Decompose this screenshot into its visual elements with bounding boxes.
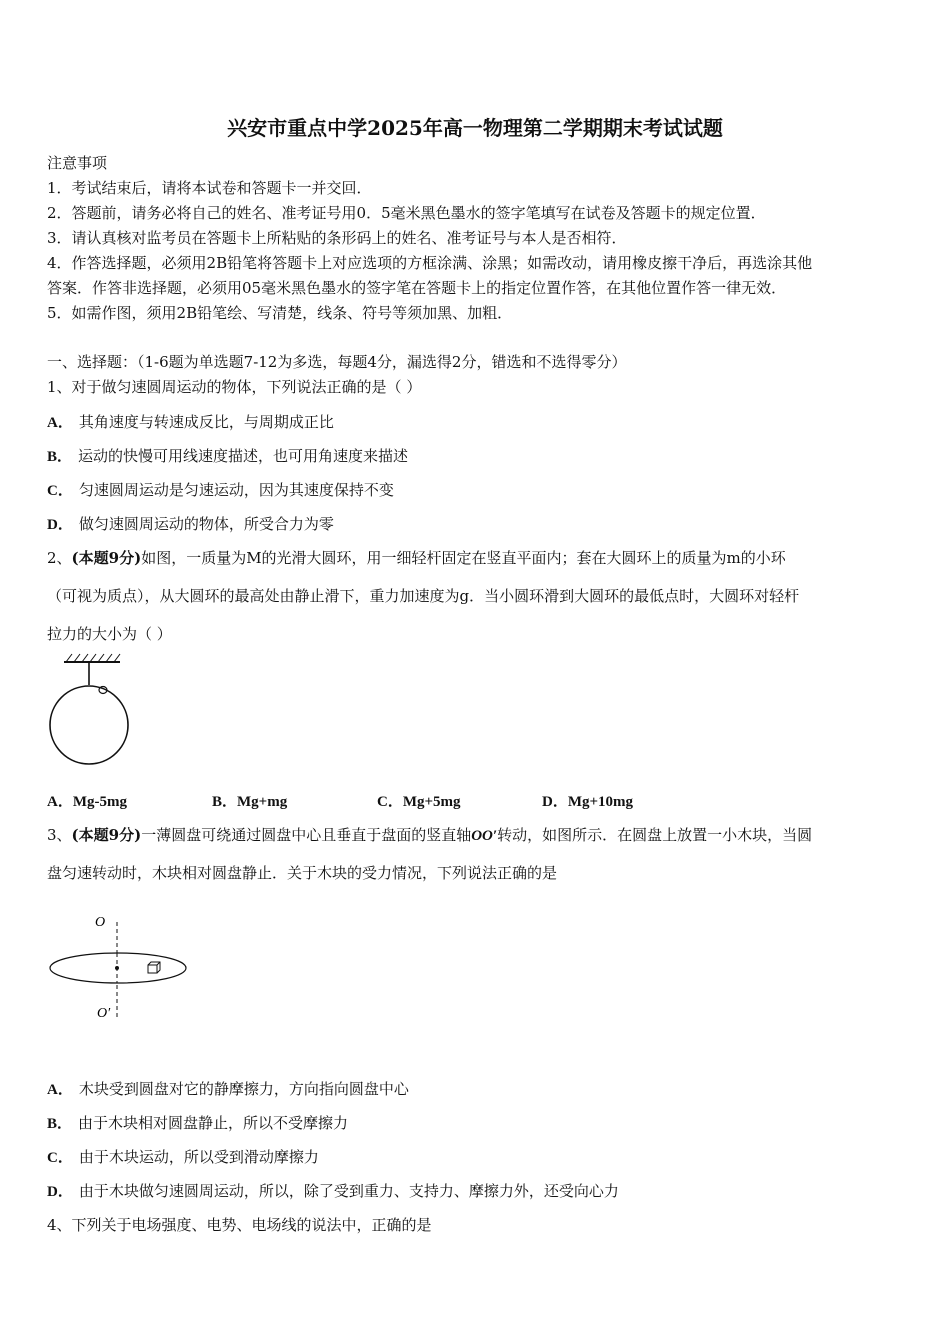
q3-number: 3、 — [47, 826, 72, 844]
q3-option-d-label: D． — [47, 1184, 73, 1200]
q1-option-c-text: 匀速圆周运动是匀速运动，因为其速度保持不变 — [78, 481, 394, 499]
q2-choices — [0, 790, 950, 810]
q2-line-2: （可视为质点），从大圆环的最高处由静止滑下，重力加速度为g．当小圆环滑到大圆环的最低点时，大圆环对轻杆 — [47, 587, 800, 605]
notice-heading: 注意事项 — [47, 154, 108, 172]
q1-stem: 1、对于做匀速圆周运动的物体，下列说法正确的是（ ） — [47, 378, 422, 396]
q1-option-b-text: 运动的快慢可用线速度描述，也可用角速度来描述 — [78, 447, 409, 465]
q4-stem: 4、下列关于电场强度、电势、电场线的说法中，正确的是 — [47, 1216, 432, 1234]
q1-option-a — [47, 411, 334, 432]
q1-option-c-label: C． — [47, 483, 73, 499]
axis-label-top: O — [95, 915, 106, 930]
q3-line-1a: 一薄圆盘可绕通过圆盘中心且垂直于盘面的竖直轴 — [141, 826, 472, 844]
big-ring — [50, 686, 128, 764]
q3-option-a-label: A． — [47, 1082, 73, 1098]
q1-option-b — [47, 445, 408, 466]
q1-option-a-label: A． — [47, 415, 73, 431]
q2-choice-a: A．Mg-5mg — [47, 794, 127, 810]
q2-line-1 — [47, 547, 786, 568]
q2-choice-b: B．Mg+mg — [212, 794, 288, 810]
q1-option-a-text: 其角速度与转速成反比，与周期成正比 — [78, 413, 334, 431]
notice-item-2: 2．答题前，请务必将自己的姓名、准考证号用0．5毫米黑色墨水的签字笔填写在试卷及答题卡的规定位置． — [47, 204, 766, 222]
disc-center — [115, 966, 119, 970]
q1-option-d-text: 做匀速圆周运动的物体，所受合力为零 — [78, 515, 334, 533]
q3-option-a-text: 木块受到圆盘对它的静摩擦力，方向指向圆盘中心 — [78, 1080, 409, 1098]
q2-choice-c: C．Mg+5mg — [377, 794, 461, 810]
q3-line-1b: 转动，如图所示．在圆盘上放置一小木块，当圆 — [497, 826, 813, 844]
notice-item-4-cont: 答案．作答非选择题，必须用05毫米黑色墨水的签字笔在答题卡上的指定位置作答，在其他位置作答一律无效． — [47, 279, 787, 297]
q3-line-1 — [47, 824, 812, 845]
q3-option-b — [47, 1112, 348, 1133]
notice-item-4: 4．作答选择题，必须用2B铅笔将答题卡上对应选项的方框涂满、涂黑；如需改动，请用橡皮擦干净后，再选涂其他 — [47, 254, 813, 272]
notice-item-1: 1．考试结束后，请将本试卷和答题卡一并交回． — [47, 179, 372, 197]
q1-option-d-label: D． — [47, 517, 73, 533]
notice-item-5: 5．如需作图，须用2B铅笔绘、写清楚，线条、符号等须加黑、加粗． — [47, 304, 513, 322]
ceiling-hatch — [64, 654, 120, 662]
q3-line-2: 盘匀速转动时，木块相对圆盘静止．关于木块的受力情况，下列说法正确的是 — [47, 864, 558, 882]
q2-tag: (本题9分) — [71, 549, 142, 567]
q3-option-c-text: 由于木块运动，所以受到滑动摩擦力 — [78, 1148, 319, 1166]
q3-option-d-text: 由于木块做匀速圆周运动，所以，除了受到重力、支持力、摩擦力外，还受向心力 — [78, 1182, 619, 1200]
section-heading: 一、选择题：（1-6题为单选题7-12为多选，每题4分，漏选得2分，错选和不选得零分） — [47, 353, 627, 371]
q3-tag: (本题9分) — [71, 826, 142, 844]
q3-option-c — [47, 1146, 319, 1167]
q2-line-3: 拉力的大小为（ ） — [47, 625, 172, 643]
q3-option-b-label: B． — [47, 1116, 73, 1132]
q1-option-b-label: B． — [47, 449, 73, 465]
q3-option-d — [47, 1180, 619, 1201]
q3-option-a — [47, 1078, 409, 1099]
axis-label-bottom: O′ — [97, 1006, 111, 1021]
q2-ring-figure — [44, 652, 136, 772]
q3-option-b-text: 由于木块相对圆盘静止，所以不受摩擦力 — [78, 1114, 349, 1132]
q3-axis-label: OO′ — [471, 828, 498, 844]
q3-option-c-label: C． — [47, 1150, 73, 1166]
page-title: 兴安市重点中学2025年高一物理第二学期期末考试试题 — [227, 116, 723, 140]
q2-line-1-text: 如图，一质量为M的光滑大圆环，用一细轻杆固定在竖直平面内；套在大圆环上的质量为m的小环 — [141, 549, 786, 567]
q2-choice-d: D．Mg+10mg — [542, 794, 634, 810]
q1-option-d — [47, 513, 334, 534]
q1-option-c — [47, 479, 394, 500]
q3-disc-figure — [44, 908, 194, 1026]
notice-item-3: 3．请认真核对监考员在答题卡上所粘贴的条形码上的姓名、准考证号与本人是否相符． — [47, 229, 627, 247]
q2-number: 2、 — [47, 549, 72, 567]
